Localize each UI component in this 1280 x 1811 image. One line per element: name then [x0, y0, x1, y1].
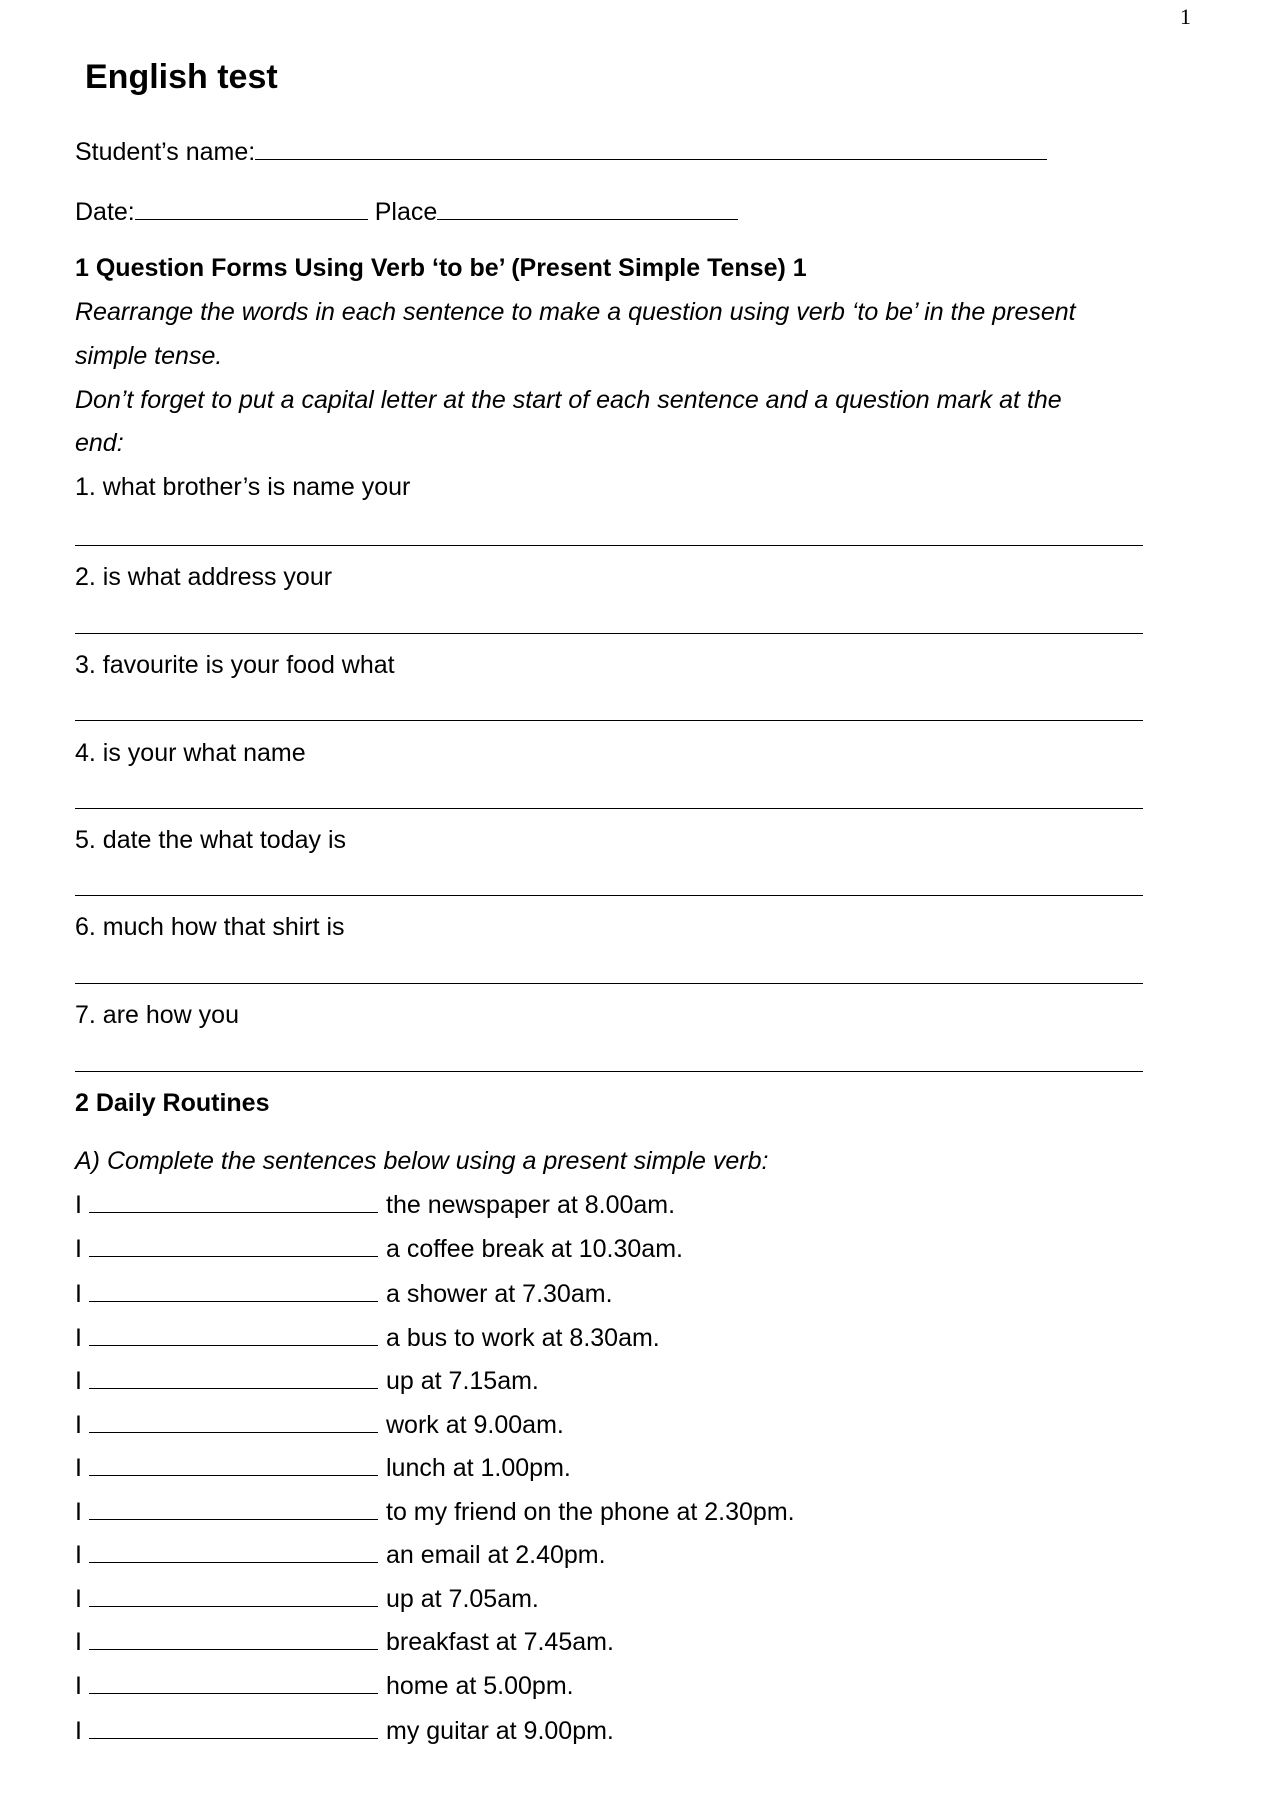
- page-number: 1: [1180, 4, 1191, 29]
- routine-blank[interactable]: [89, 1368, 378, 1389]
- routine-row: [75, 1716, 614, 1746]
- section1-instruction-line4: end:: [75, 429, 124, 457]
- routine-row: [75, 1584, 539, 1614]
- routine-pronoun: I: [75, 1324, 82, 1352]
- place-field[interactable]: [437, 197, 738, 220]
- question-3: 3. favourite is your food what: [75, 651, 395, 679]
- routine-row: [75, 1279, 613, 1309]
- page-title: English test: [85, 58, 278, 96]
- routine-blank[interactable]: [89, 1718, 378, 1739]
- routine-row: [75, 1366, 539, 1396]
- question-7: 7. are how you: [75, 1001, 239, 1029]
- routine-row: [75, 1671, 574, 1701]
- routine-pronoun: I: [75, 1411, 82, 1439]
- routine-row: [75, 1540, 606, 1570]
- routine-text: home at 5.00pm.: [386, 1672, 574, 1700]
- routine-text: my guitar at 9.00pm.: [386, 1717, 614, 1745]
- answer-line-3[interactable]: [75, 720, 1143, 721]
- routine-text: work at 9.00am.: [386, 1411, 564, 1439]
- section1-instruction-line1: Rearrange the words in each sentence to make a question using verb ‘to be’ in the present: [75, 298, 1076, 326]
- routine-text: lunch at 1.00pm.: [386, 1454, 571, 1482]
- answer-line-2[interactable]: [75, 633, 1143, 634]
- routine-pronoun: I: [75, 1498, 82, 1526]
- date-field[interactable]: [135, 197, 368, 220]
- date-label: Date:: [75, 198, 135, 226]
- section2-heading: 2 Daily Routines: [75, 1089, 270, 1117]
- routine-text: breakfast at 7.45am.: [386, 1628, 614, 1656]
- routine-row: [75, 1627, 614, 1657]
- routine-row: [75, 1323, 660, 1353]
- routine-blank[interactable]: [89, 1499, 378, 1520]
- answer-line-6[interactable]: [75, 983, 1143, 984]
- answer-line-4[interactable]: [75, 808, 1143, 809]
- routine-pronoun: I: [75, 1191, 82, 1219]
- routine-row: [75, 1453, 571, 1483]
- routine-row: [75, 1410, 564, 1440]
- routine-text: a bus to work at 8.30am.: [386, 1324, 660, 1352]
- routine-text: a coffee break at 10.30am.: [386, 1235, 683, 1263]
- answer-line-1[interactable]: [75, 545, 1143, 546]
- question-6: 6. much how that shirt is: [75, 913, 345, 941]
- section1-instruction-line3: Don’t forget to put a capital letter at the start of each sentence and a question mark at the: [75, 386, 1062, 414]
- answer-line-7[interactable]: [75, 1071, 1143, 1072]
- routine-pronoun: I: [75, 1235, 82, 1263]
- student-name-field[interactable]: [255, 137, 1047, 160]
- routine-pronoun: I: [75, 1717, 82, 1745]
- routine-row: [75, 1234, 683, 1264]
- routine-text: up at 7.05am.: [386, 1585, 539, 1613]
- student-name-row: [75, 137, 1047, 167]
- routine-text: to my friend on the phone at 2.30pm.: [386, 1498, 795, 1526]
- routine-pronoun: I: [75, 1672, 82, 1700]
- routine-pronoun: I: [75, 1367, 82, 1395]
- question-5: 5. date the what today is: [75, 826, 347, 854]
- routine-blank[interactable]: [89, 1192, 378, 1213]
- question-2: 2. is what address your: [75, 563, 333, 591]
- place-label: Place: [374, 198, 438, 226]
- routine-blank[interactable]: [89, 1586, 378, 1607]
- routine-text: an email at 2.40pm.: [386, 1541, 606, 1569]
- routine-blank[interactable]: [89, 1673, 378, 1694]
- answer-line-5[interactable]: [75, 895, 1143, 896]
- routine-pronoun: I: [75, 1280, 82, 1308]
- routine-blank[interactable]: [89, 1542, 378, 1563]
- section2-instruction: A) Complete the sentences below using a present simple verb:: [75, 1147, 769, 1175]
- routine-blank[interactable]: [89, 1412, 378, 1433]
- date-place-row: [75, 197, 738, 227]
- routine-pronoun: I: [75, 1585, 82, 1613]
- question-1: 1. what brother’s is name your: [75, 473, 411, 501]
- routine-text: up at 7.15am.: [386, 1367, 539, 1395]
- section1-heading: 1 Question Forms Using Verb ‘to be’ (Present Simple Tense) 1: [75, 254, 807, 282]
- question-4: 4. is your what name: [75, 739, 306, 767]
- routine-blank[interactable]: [89, 1629, 378, 1650]
- routine-text: a shower at 7.30am.: [386, 1280, 613, 1308]
- routine-pronoun: I: [75, 1454, 82, 1482]
- routine-blank[interactable]: [89, 1236, 378, 1257]
- routine-row: [75, 1190, 675, 1220]
- routine-blank[interactable]: [89, 1325, 378, 1346]
- routine-blank[interactable]: [89, 1455, 378, 1476]
- student-name-label: Student’s name:: [75, 138, 256, 166]
- routine-blank[interactable]: [89, 1281, 378, 1302]
- section1-instruction-line2: simple tense.: [75, 342, 223, 370]
- routine-row: [75, 1497, 795, 1527]
- routine-pronoun: I: [75, 1541, 82, 1569]
- routine-text: the newspaper at 8.00am.: [386, 1191, 676, 1219]
- routine-pronoun: I: [75, 1628, 82, 1656]
